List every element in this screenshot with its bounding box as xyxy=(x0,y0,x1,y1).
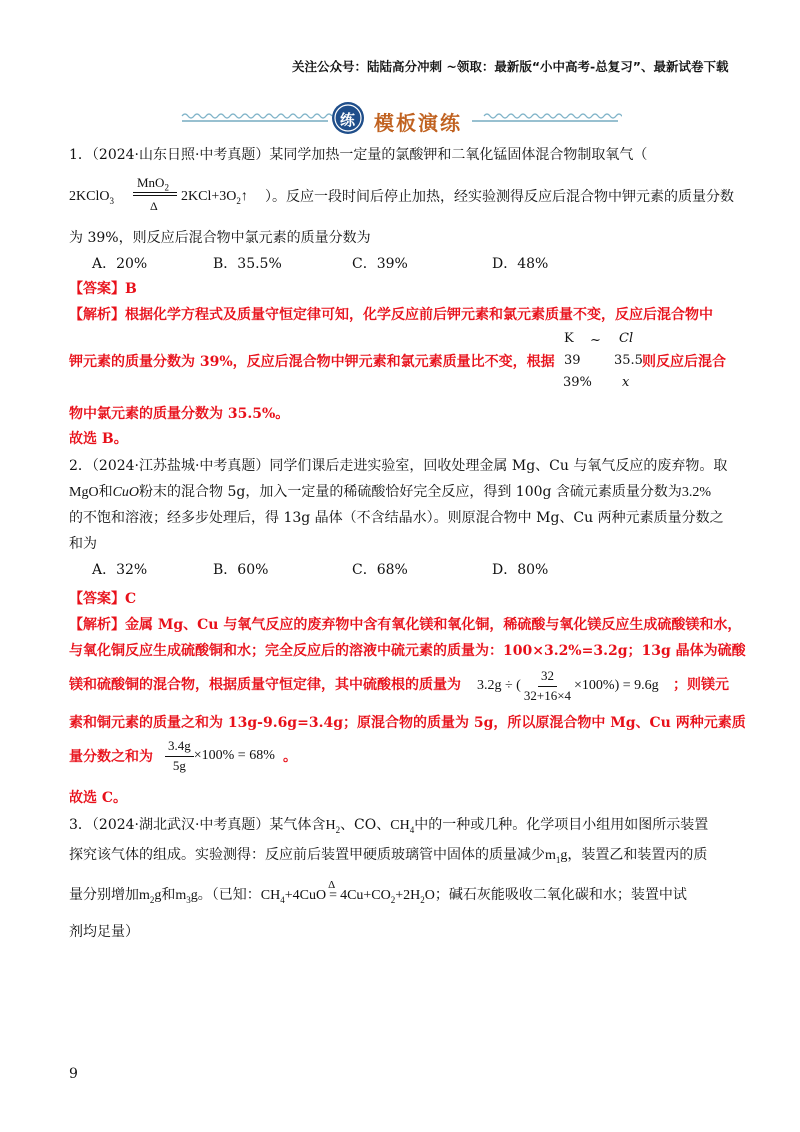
page-number: 9 xyxy=(69,1066,78,1082)
q1-eq-bar xyxy=(133,192,177,193)
q1-analysis-line3: 物中氯元素的质量分数为 35.5%。 xyxy=(69,406,290,422)
q2-stem-line1: 2．（2024·江苏盐城·中考真题）同学们课后走进实验室，回收处理金属 Mg、Cu 与氧气反应的废弃物。取 xyxy=(69,458,728,474)
q2-option-d: D．80% xyxy=(492,562,549,578)
q3-stem-line2: 探究该气体的组成。实验测得：反应前后装置甲硬质玻璃管中固体的质量减少$m_1g$，装置乙和装置丙的质 xyxy=(69,847,708,865)
q1-ratio-k: K xyxy=(564,331,574,346)
q1-stem-line3: 为 39%，则反应后混合物中氯元素的质量分数为 xyxy=(69,230,371,246)
q2-answer: 【答案】C xyxy=(69,591,137,607)
q1-ratio-tilde: ~ xyxy=(590,333,601,348)
q1-ratio-39: 39 xyxy=(564,353,581,368)
q2-option-a: A．32% xyxy=(92,562,148,578)
q1-stem-line1: 1．（2024·山东日照·中考真题）某同学加热一定量的氯酸钾和二氧化锰固体混合物制取氧气（ xyxy=(69,147,648,163)
q1-option-d: D．48% xyxy=(492,256,549,272)
q1-eq-right: $2KCl+3O_2↑$ xyxy=(181,189,248,206)
q1-conclusion: 故选 B。 xyxy=(69,431,128,447)
q1-ratio-39-percent: 39% xyxy=(563,375,592,390)
q1-analysis-line2: 钾元素的质量分数为 39%，反应后混合物中钾元素和氯元素质量比不变，根据 xyxy=(69,354,555,370)
q2-stem-line3: 的不饱和溶液；经多步处理后，得 13g 晶体（不含结晶水）。则原混合物中 Mg、Cu 两种元素质量分数之 xyxy=(69,510,724,526)
q1-option-b: B．35.5% xyxy=(213,256,282,272)
q1-eq-condition: Δ xyxy=(150,199,158,213)
q2-conclusion: 故选 C。 xyxy=(69,790,128,806)
q2-option-b: B．60% xyxy=(213,562,269,578)
q2-stem-line4: 和为 xyxy=(69,536,97,552)
page-header: 关注公众号：陆陆高分冲刺 ~领取：最新版“小中高考-总复习”、最新试卷下载 xyxy=(292,59,729,74)
q3-stem-line1: 3．（2024·湖北武汉·中考真题）某气体含$H_2$、CO、$CH_4$中的一种或几种。化学项目小组用如图所示装置 xyxy=(69,817,709,835)
banner-title: 模板演练 xyxy=(374,111,462,135)
q2-option-c: C．68% xyxy=(352,562,408,578)
q2-sulfate-formula: 3.2g ÷ ( $\frac{32}{32+16\times 4}$ ×100%) = 9.6g xyxy=(477,668,659,703)
q2-percent-formula: $\frac{3.4g}{5g}$ ×100% = 68% xyxy=(165,736,275,776)
q2-analysis-line5 xyxy=(69,736,469,776)
q1-answer: 【答案】B xyxy=(69,281,137,297)
q2-analysis-line1: 【解析】金属 Mg、Cu 与氧气反应的废弃物中含有氧化镁和氧化铜，稀硫酸与氧化镁反应生成硫酸镁和水， xyxy=(69,617,742,633)
q2-analysis-line3b: ；则镁元 xyxy=(673,677,729,693)
q1-option-c: C．39% xyxy=(352,256,408,272)
q3-stem-line4: 剂均足量） xyxy=(69,924,139,940)
q1-ratio-cl: Cl xyxy=(619,331,634,346)
q1-eq-catalyst: MnO$_2$ xyxy=(137,175,169,193)
q1-eq-left: 2KClO$_3$ xyxy=(69,189,114,206)
q2-analysis-line5b: 。 xyxy=(283,749,297,765)
q3-stem-line3: 量分别增加$m_2g$和$m_3g$。（已知：$CH_4+4CuO$ Δ = $4Cu+CO_2+2H_2O$；碱石灰能吸收二氧化碳和水；装置中试 xyxy=(69,879,687,905)
q1-stem-line2: ）。反应一段时间后停止加热，经实验测得反应后混合物中钾元素的质量分数 xyxy=(265,189,734,205)
q1-eq-bar2 xyxy=(133,195,177,196)
q2-analysis-line3 xyxy=(69,666,749,706)
q2-analysis-line3a: 镁和硫酸铜的混合物，根据质量守恒定律，其中硫酸根的质量为 xyxy=(69,677,461,693)
q1-ratio-355: 35.5 xyxy=(614,353,643,368)
section-banner xyxy=(178,100,622,136)
banner-icon: 练 xyxy=(340,111,356,129)
q2-stem-line2: MgO和CuO粉末的混合物 5g，加入一定量的稀硫酸恰好完全反应，得到 100g 含硫元素质量分数为3.2% xyxy=(69,484,712,500)
q2-analysis-line2: 与氧化铜反应生成硫酸铜和水；完全反应后的溶液中硫元素的质量为：100×3.2%=3.2g；13g 晶体为硫酸 xyxy=(69,643,746,659)
q3-equation: $CH_4+4CuO$ Δ = $4Cu+CO_2+2H_2O$ xyxy=(260,879,435,905)
q1-analysis-line1: 【解析】根据化学方程式及质量守恒定律可知，化学反应前后钾元素和氯元素质量不变，反应后混合物中 xyxy=(69,307,713,323)
q1-option-a: A．20% xyxy=(92,256,148,272)
q2-analysis-line4: 素和铜元素的质量之和为 13g-9.6g=3.4g；原混合物的质量为 5g，所以原混合物中 Mg、Cu 两种元素质 xyxy=(69,715,746,731)
q1-ratio-x: x xyxy=(622,375,630,390)
q1-analysis-line2b: 则反应后混合 xyxy=(642,354,726,370)
q2-analysis-line5a: 量分数之和为 xyxy=(69,749,153,765)
